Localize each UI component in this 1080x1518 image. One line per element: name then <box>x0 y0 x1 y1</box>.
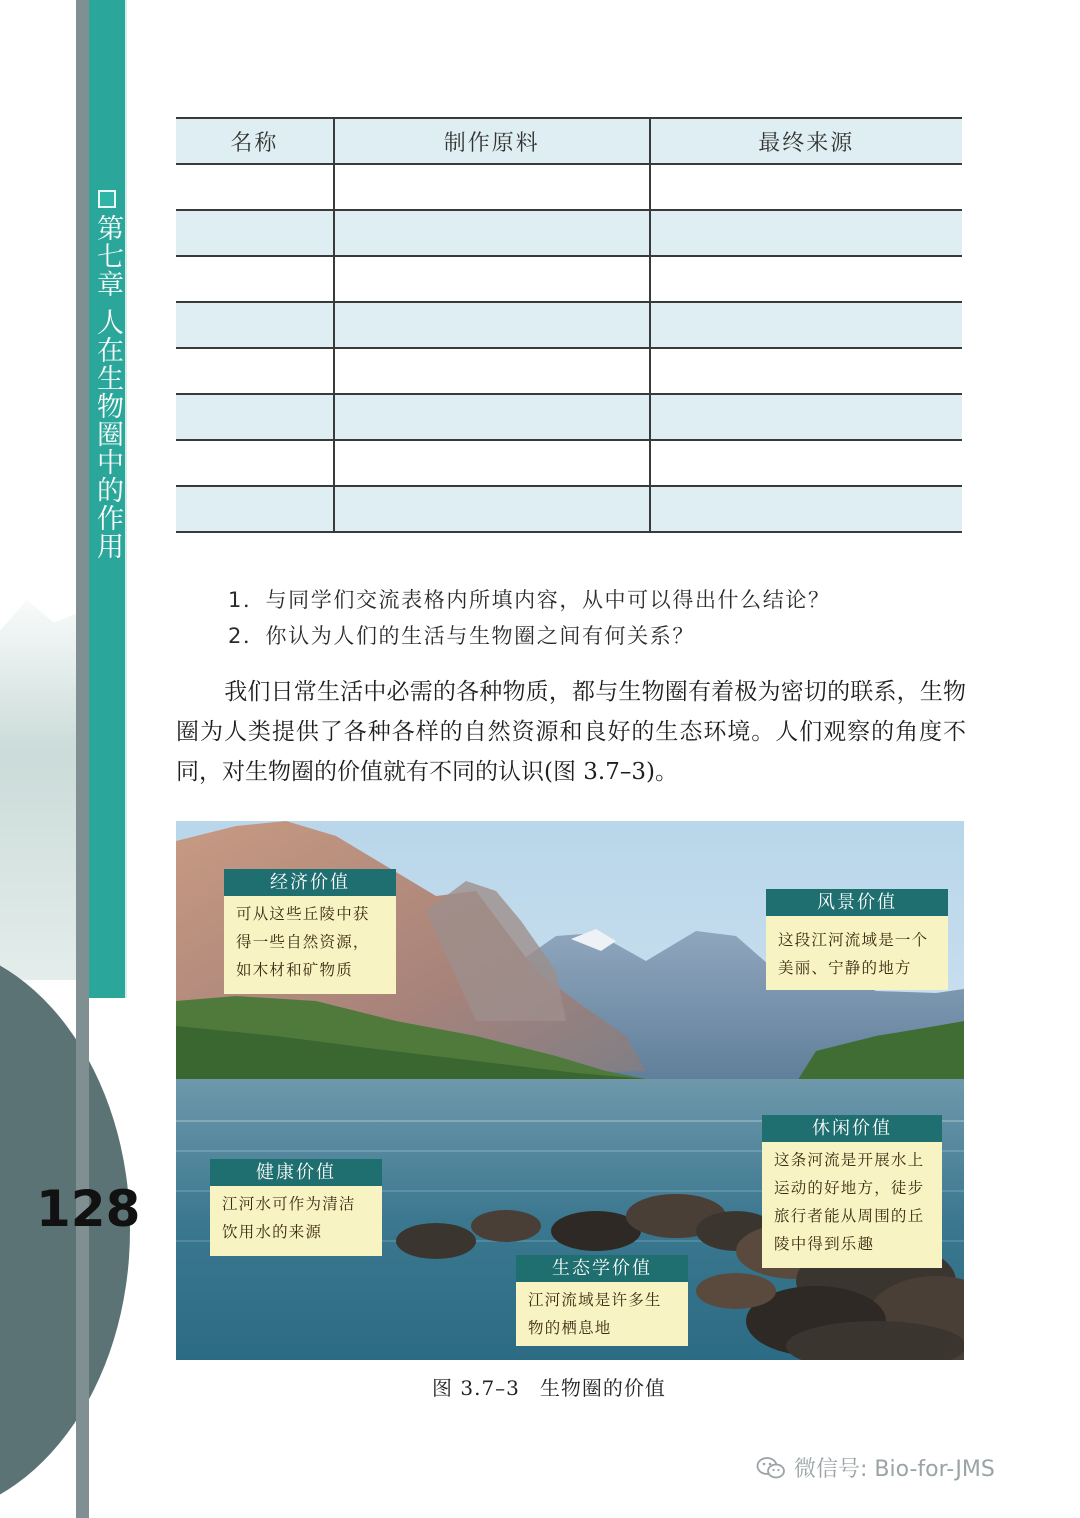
callout-scenic-text: 这段江河流域是一个美丽、宁静的地方 <box>766 916 948 990</box>
table-cell <box>650 302 962 348</box>
table-cell <box>176 256 334 302</box>
question-2: 2．你认为人们的生活与生物圈之间有何关系？ <box>228 624 695 648</box>
table-cell <box>334 164 650 210</box>
body-paragraph <box>176 672 966 792</box>
spine-gray-bar <box>76 0 89 1518</box>
table-cell <box>176 302 334 348</box>
table-cell <box>334 256 650 302</box>
watermark <box>756 1452 995 1483</box>
wechat-icon <box>756 1456 786 1480</box>
chapter-marker-square <box>98 190 116 208</box>
table-cell <box>176 440 334 486</box>
table-cell <box>176 348 334 394</box>
table-cell <box>334 486 650 532</box>
worksheet-table <box>176 117 962 533</box>
callout-leisure-text: 这条河流是开展水上运动的好地方，徒步旅行者能从周围的丘陵中得到乐趣 <box>762 1142 942 1268</box>
figure-caption-text: 生物圈的价值 <box>539 1376 666 1400</box>
table-cell <box>650 348 962 394</box>
question-1: 1．与同学们交流表格内所填内容，从中可以得出什么结论？ <box>228 588 831 612</box>
table-row <box>176 164 962 210</box>
callout-health <box>210 1159 382 1256</box>
callout-leisure <box>762 1115 942 1268</box>
table-cell <box>334 394 650 440</box>
table-cell <box>334 302 650 348</box>
callout-health-title: 健康价值 <box>210 1159 382 1186</box>
figure-caption <box>432 1372 666 1401</box>
table-cell <box>650 256 962 302</box>
table-cell <box>650 394 962 440</box>
callout-economic <box>224 869 396 994</box>
header-source: 最终来源 <box>650 118 962 164</box>
callout-health-text: 江河水可作为清洁饮用水的来源 <box>210 1186 382 1256</box>
lake-photo-figure <box>176 821 964 1360</box>
page-number: 128 <box>36 1180 141 1238</box>
figure-caption-number: 图 3.7–3 <box>432 1376 520 1400</box>
table-row <box>176 256 962 302</box>
table-row <box>176 394 962 440</box>
callout-scenic <box>766 889 948 990</box>
table-cell <box>176 210 334 256</box>
table-row <box>176 302 962 348</box>
callout-leisure-title: 休闲价值 <box>762 1115 942 1142</box>
table-row <box>176 348 962 394</box>
discussion-questions <box>228 582 928 654</box>
callout-economic-text: 可从这些丘陵中获得一些自然资源，如木材和矿物质 <box>224 896 396 994</box>
table-cell <box>176 394 334 440</box>
table-header-row <box>176 118 962 164</box>
chapter-label: 第七章 <box>92 214 123 298</box>
table-cell <box>650 440 962 486</box>
table-cell <box>334 440 650 486</box>
spine-divider <box>125 0 127 998</box>
chapter-title: 人在生物圈中的作用 <box>92 308 123 560</box>
table-row <box>176 486 962 532</box>
callout-ecological-text: 江河流域是许多生物的栖息地 <box>516 1282 688 1346</box>
body-paragraph-text: 我们日常生活中必需的各种物质，都与生物圈有着极为密切的联系，生物圈为人类提供了各种各样的自然资源和良好的生态环境。人们观察的角度不同，对生物圈的价值就有不同的认识(图 3.7–3)。 <box>176 679 966 785</box>
watermark-text: 微信号: Bio-for-JMS <box>794 1457 995 1482</box>
table-cell <box>176 164 334 210</box>
table-cell <box>176 486 334 532</box>
header-material: 制作原料 <box>334 118 650 164</box>
callout-ecological <box>516 1255 688 1346</box>
callout-scenic-title: 风景价值 <box>766 889 948 916</box>
table-row <box>176 210 962 256</box>
table-cell <box>650 210 962 256</box>
table-cell <box>650 486 962 532</box>
table-cell <box>334 348 650 394</box>
chapter-heading <box>90 214 124 560</box>
table-cell <box>334 210 650 256</box>
table-row <box>176 440 962 486</box>
table-cell <box>650 164 962 210</box>
callout-ecological-title: 生态学价值 <box>516 1255 688 1282</box>
callout-economic-title: 经济价值 <box>224 869 396 896</box>
header-name: 名称 <box>176 118 334 164</box>
